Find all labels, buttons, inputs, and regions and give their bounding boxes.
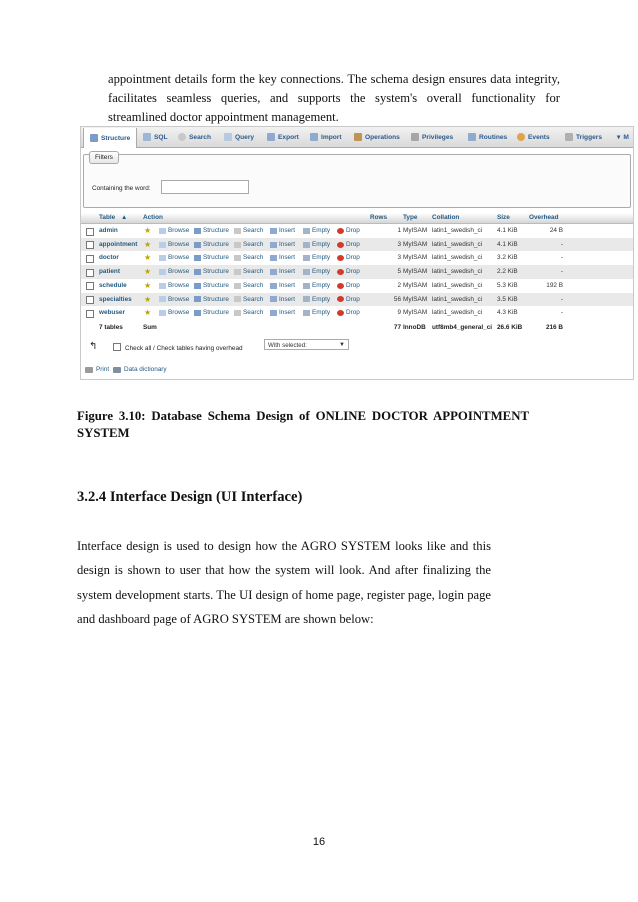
header-table[interactable]: Table: [99, 214, 116, 221]
action-browse-link[interactable]: [159, 238, 189, 252]
caption-line: Figure 3.10: Database Schema Design of ONLINE DOCTOR APPOINTMENT: [77, 409, 529, 423]
row-count: 5: [397, 268, 401, 276]
section-heading: 3.2.4 Interface Design (UI Interface): [77, 489, 303, 505]
footer-links: [81, 359, 633, 379]
query-icon: [224, 133, 232, 141]
action-empty-link[interactable]: [303, 279, 330, 293]
intro-paragraph: [108, 70, 560, 127]
table-row: [81, 251, 633, 265]
action-structure-link[interactable]: [194, 251, 229, 265]
action-drop-link[interactable]: [337, 279, 360, 293]
action-label: Browse: [168, 227, 190, 234]
overhead: -: [560, 240, 563, 248]
action-drop-link[interactable]: [337, 265, 360, 279]
row-checkbox[interactable]: [86, 296, 94, 304]
summary-size: 26.6 KiB: [497, 324, 523, 331]
dictionary-icon: [113, 367, 121, 373]
action-structure-link[interactable]: [194, 238, 229, 252]
sort-icon: ▲: [121, 214, 128, 221]
structure-icon: [194, 310, 201, 316]
engine-type: MyISAM: [403, 295, 428, 303]
table-size: 3.5 KiB: [497, 295, 518, 303]
action-browse-link[interactable]: [159, 224, 189, 238]
action-search-link[interactable]: [234, 251, 263, 265]
search-icon: [178, 133, 186, 141]
favorite-star-icon[interactable]: ★: [144, 294, 152, 304]
action-label: Insert: [279, 240, 295, 248]
action-drop-link[interactable]: [337, 238, 360, 252]
action-label: Structure: [203, 295, 229, 303]
engine-type: MyISAM: [403, 281, 428, 289]
action-label: Insert: [279, 268, 295, 276]
tab-label: Query: [235, 133, 255, 141]
table-name-link[interactable]: appointment: [99, 240, 138, 248]
table-row: [81, 279, 633, 293]
action-empty-link[interactable]: [303, 306, 330, 320]
filter-input[interactable]: [161, 180, 249, 194]
favorite-star-icon[interactable]: ★: [144, 226, 152, 235]
phpmyadmin-screenshot: [80, 126, 634, 380]
action-empty-link[interactable]: [303, 265, 330, 279]
action-structure-link[interactable]: [194, 306, 229, 320]
summary-overhead: 216 B: [545, 324, 563, 331]
action-label: Structure: [203, 268, 229, 276]
row-count: 56: [393, 295, 401, 303]
sql-icon: [143, 133, 151, 141]
action-label: Empty: [312, 268, 331, 276]
filters-title: Filters: [89, 151, 119, 164]
summary-collation: utf8mb4_general_ci: [432, 324, 493, 331]
table-row: [81, 238, 633, 252]
table-size: 5.3 KiB: [497, 281, 518, 289]
engine-type: MyISAM: [403, 254, 428, 262]
drop-icon: [337, 296, 344, 302]
structure-icon: [194, 228, 201, 234]
action-label: Drop: [346, 268, 360, 276]
text-line: system development starts. The UI design of home page, register page, login page: [77, 587, 491, 602]
table-name-link[interactable]: admin: [99, 227, 118, 234]
tab-label: Triggers: [576, 133, 603, 141]
table-name-link[interactable]: schedule: [99, 281, 127, 289]
browse-icon: [159, 242, 166, 248]
tab-structure[interactable]: [83, 128, 137, 148]
collation: latin1_swedish_ci: [432, 295, 483, 303]
caption-line: SYSTEM: [77, 426, 130, 440]
tab-query[interactable]: [224, 127, 254, 147]
action-label: Empty: [312, 309, 331, 317]
drop-icon: [337, 283, 344, 289]
favorite-star-icon[interactable]: ★: [144, 239, 152, 249]
action-label: Search: [243, 295, 264, 303]
action-label: Structure: [203, 227, 229, 234]
browse-icon: [159, 296, 166, 302]
action-label: Drop: [346, 309, 360, 317]
empty-icon: [303, 255, 310, 261]
action-label: Drop: [346, 254, 360, 262]
table-name-link[interactable]: specialties: [99, 295, 132, 303]
action-insert-link[interactable]: [270, 279, 295, 293]
check-all-checkbox[interactable]: [113, 343, 121, 351]
empty-icon: [303, 228, 310, 234]
print-label: Print: [96, 366, 110, 373]
print-link[interactable]: [85, 366, 109, 373]
routines-icon: [468, 133, 476, 141]
table-size: 4.1 KiB: [497, 240, 518, 248]
tab-more[interactable]: [617, 127, 629, 147]
text-line: Interface design is used to design how the AGRO SYSTEM looks like and this: [77, 539, 491, 553]
action-label: Browse: [168, 295, 190, 303]
summary-row: [81, 322, 633, 334]
row-checkbox[interactable]: [86, 282, 94, 290]
action-label: Empty: [312, 281, 331, 289]
action-label: Structure: [203, 309, 229, 317]
tab-export[interactable]: [267, 127, 299, 147]
action-browse-link[interactable]: [159, 265, 189, 279]
row-checkbox[interactable]: [86, 228, 94, 236]
drop-icon: [337, 269, 344, 275]
insert-icon: [270, 255, 277, 261]
action-label: Search: [243, 227, 264, 234]
figure-caption: [77, 408, 529, 442]
action-search-link[interactable]: [234, 293, 263, 307]
overhead: -: [560, 309, 563, 317]
structure-icon: [194, 255, 201, 261]
action-search-link[interactable]: [234, 238, 263, 252]
overhead: -: [560, 268, 563, 276]
tab-search[interactable]: [178, 127, 211, 147]
browse-icon: [159, 310, 166, 316]
text-line: facilitates seamless queries, and supports the system's overall functionality for: [108, 91, 560, 105]
header-type[interactable]: Type: [403, 214, 418, 221]
chevron-down-icon: ▾: [617, 134, 621, 141]
row-count: 1: [397, 227, 401, 234]
action-label: Drop: [346, 240, 360, 248]
action-label: Structure: [203, 240, 229, 248]
action-label: Insert: [279, 281, 295, 289]
structure-icon: [194, 269, 201, 275]
summary-tables: 7 tables: [99, 324, 123, 331]
action-label: Empty: [312, 240, 331, 248]
table-row: [81, 224, 633, 238]
tab-label: Import: [321, 133, 342, 141]
header-rows[interactable]: Rows: [370, 214, 388, 221]
browse-icon: [159, 228, 166, 234]
filters-label: Containing the word:: [92, 185, 151, 192]
action-label: Drop: [346, 281, 360, 289]
chevron-down-icon: ▼: [339, 342, 345, 348]
header-size[interactable]: Size: [497, 214, 510, 221]
action-label: Insert: [279, 227, 295, 234]
collation: latin1_swedish_ci: [432, 227, 483, 234]
action-empty-link[interactable]: [303, 293, 330, 307]
text-line: design is shown to user that how the system will look. And after finalizing the: [77, 563, 491, 578]
row-checkbox[interactable]: [86, 255, 94, 263]
action-label: Insert: [279, 254, 295, 262]
row-checkbox[interactable]: [86, 310, 94, 318]
insert-icon: [270, 296, 277, 302]
table-row: [81, 306, 633, 320]
bulk-actions: [81, 335, 633, 355]
clock-icon: [517, 133, 525, 141]
action-browse-link[interactable]: [159, 293, 189, 307]
action-browse-link[interactable]: [159, 251, 189, 265]
action-insert-link[interactable]: [270, 251, 295, 265]
action-label: Insert: [279, 309, 295, 317]
text-line: and dashboard page of AGRO SYSTEM are shown below:: [77, 611, 374, 626]
action-label: Search: [243, 281, 264, 289]
check-all-link[interactable]: [113, 343, 243, 352]
action-browse-link[interactable]: [159, 279, 189, 293]
action-label: Empty: [312, 227, 331, 234]
drop-icon: [337, 310, 344, 316]
tab-label: Structure: [101, 134, 131, 142]
table-name-link[interactable]: webuser: [99, 309, 125, 317]
text-line: appointment details form the key connections. The schema design ensures data integrity,: [108, 72, 560, 86]
collation: latin1_swedish_ci: [432, 268, 483, 276]
action-label: Browse: [168, 281, 190, 289]
search-icon: [234, 283, 241, 289]
action-label: Drop: [346, 227, 360, 234]
row-count: 3: [397, 254, 401, 262]
overhead: 192 B: [546, 281, 563, 289]
triggers-icon: [565, 133, 573, 141]
tab-operations[interactable]: [354, 127, 400, 147]
action-label: Browse: [168, 240, 190, 248]
action-insert-link[interactable]: [270, 265, 295, 279]
action-insert-link[interactable]: [270, 293, 295, 307]
action-label: Browse: [168, 268, 190, 276]
action-empty-link[interactable]: [303, 224, 330, 238]
arrow-up-icon: ↰: [89, 341, 98, 352]
action-label: Drop: [346, 295, 360, 303]
action-structure-link[interactable]: [194, 224, 229, 238]
collation: latin1_swedish_ci: [432, 309, 483, 317]
search-icon: [234, 310, 241, 316]
insert-icon: [270, 310, 277, 316]
with-selected-select[interactable]: [264, 339, 349, 350]
action-label: Insert: [279, 295, 295, 303]
search-icon: [234, 296, 241, 302]
action-label: Empty: [312, 254, 331, 262]
privileges-icon: [411, 133, 419, 141]
header-overhead[interactable]: Overhead: [529, 214, 559, 221]
engine-type: MyISAM: [403, 240, 428, 248]
action-insert-link[interactable]: [270, 238, 295, 252]
page-number: 16: [312, 836, 326, 848]
action-drop-link[interactable]: [337, 251, 360, 265]
body-paragraph: [77, 534, 491, 631]
insert-icon: [270, 242, 277, 248]
action-search-link[interactable]: [234, 265, 263, 279]
tab-sql[interactable]: [143, 127, 168, 147]
table-size: 4.3 KiB: [497, 309, 518, 317]
tab-label: M: [623, 133, 629, 141]
browse-icon: [159, 283, 166, 289]
action-label: Search: [243, 309, 264, 317]
table-name-link[interactable]: doctor: [99, 254, 119, 262]
summary-type: InnoDB: [403, 324, 426, 331]
with-selected-label: With selected:: [268, 342, 307, 349]
action-label: Structure: [203, 254, 229, 262]
check-all-label: Check all / Check tables having overhead: [125, 345, 243, 352]
collation: latin1_swedish_ci: [432, 240, 483, 248]
search-icon: [234, 255, 241, 261]
action-empty-link[interactable]: [303, 238, 330, 252]
table-row: [81, 265, 633, 279]
empty-icon: [303, 296, 310, 302]
collation: latin1_swedish_ci: [432, 281, 483, 289]
header-action: Action: [143, 214, 163, 221]
action-structure-link[interactable]: [194, 293, 229, 307]
action-label: Search: [243, 240, 264, 248]
drop-icon: [337, 242, 344, 248]
search-icon: [234, 228, 241, 234]
favorite-star-icon[interactable]: ★: [144, 308, 152, 318]
favorite-star-icon[interactable]: ★: [144, 253, 152, 263]
table-header-row: [81, 213, 633, 224]
row-checkbox[interactable]: [86, 241, 94, 249]
engine-type: MyISAM: [403, 227, 428, 234]
tab-label: Operations: [365, 133, 400, 141]
table-name-link[interactable]: patient: [99, 268, 120, 276]
empty-icon: [303, 269, 310, 275]
action-label: Browse: [168, 309, 190, 317]
empty-icon: [303, 310, 310, 316]
favorite-star-icon[interactable]: ★: [144, 280, 152, 290]
overhead: -: [560, 295, 563, 303]
engine-type: MyISAM: [403, 309, 428, 317]
action-browse-link[interactable]: [159, 306, 189, 320]
empty-icon: [303, 283, 310, 289]
insert-icon: [270, 228, 277, 234]
row-count: 3: [397, 240, 401, 248]
tab-label: Export: [278, 133, 299, 141]
tab-label: SQL: [154, 133, 168, 141]
action-search-link[interactable]: [234, 306, 263, 320]
action-label: Browse: [168, 254, 190, 262]
row-checkbox[interactable]: [86, 269, 94, 277]
action-search-link[interactable]: [234, 279, 263, 293]
browse-icon: [159, 269, 166, 275]
table-size: 2.2 KiB: [497, 268, 518, 276]
action-empty-link[interactable]: [303, 251, 330, 265]
action-drop-link[interactable]: [337, 306, 360, 320]
action-search-link[interactable]: [234, 224, 263, 238]
tab-events[interactable]: [517, 127, 550, 147]
tab-triggers[interactable]: [565, 127, 602, 147]
favorite-star-icon[interactable]: ★: [144, 267, 152, 277]
action-label: Search: [243, 254, 264, 262]
print-icon: [85, 367, 93, 373]
structure-icon: [194, 296, 201, 302]
drop-icon: [337, 255, 344, 261]
search-icon: [234, 242, 241, 248]
tab-import[interactable]: [310, 127, 342, 147]
action-label: Search: [243, 268, 264, 276]
tab-label: Privileges: [422, 133, 454, 141]
structure-icon: [194, 283, 201, 289]
dictionary-label: Data dictionary: [124, 366, 167, 373]
tab-label: Search: [189, 133, 211, 141]
overhead: 24 B: [549, 227, 563, 234]
tab-label: Events: [528, 133, 550, 141]
search-icon: [234, 269, 241, 275]
action-label: Structure: [203, 281, 229, 289]
structure-icon: [194, 242, 201, 248]
action-insert-link[interactable]: [270, 224, 295, 238]
action-label: Empty: [312, 295, 331, 303]
structure-icon: [90, 134, 98, 142]
tab-bar: [81, 127, 633, 148]
summary-rows: 77: [393, 324, 401, 331]
empty-icon: [303, 242, 310, 248]
overhead: -: [560, 254, 563, 262]
collation: latin1_swedish_ci: [432, 254, 483, 262]
table-size: 4.1 KiB: [497, 227, 518, 234]
text-line: streamlined doctor appointment management.: [108, 110, 339, 124]
action-structure-link[interactable]: [194, 265, 229, 279]
action-structure-link[interactable]: [194, 279, 229, 293]
import-icon: [310, 133, 318, 141]
tab-routines[interactable]: [468, 127, 507, 147]
table-size: 3.2 KiB: [497, 254, 518, 262]
table-row: [81, 293, 633, 307]
summary-label: Sum: [143, 324, 157, 331]
row-count: 2: [397, 281, 401, 289]
header-collation[interactable]: Collation: [432, 214, 460, 221]
action-drop-link[interactable]: [337, 293, 360, 307]
action-insert-link[interactable]: [270, 306, 295, 320]
export-icon: [267, 133, 275, 141]
tab-privileges[interactable]: [411, 127, 453, 147]
drop-icon: [337, 228, 344, 234]
tab-label: Routines: [479, 133, 508, 141]
action-drop-link[interactable]: [337, 224, 360, 238]
browse-icon: [159, 255, 166, 261]
engine-type: MyISAM: [403, 268, 428, 276]
data-dictionary-link[interactable]: [113, 366, 167, 373]
filters-panel: [83, 154, 631, 208]
wrench-icon: [354, 133, 362, 141]
insert-icon: [270, 283, 277, 289]
row-count: 9: [397, 309, 401, 317]
insert-icon: [270, 269, 277, 275]
